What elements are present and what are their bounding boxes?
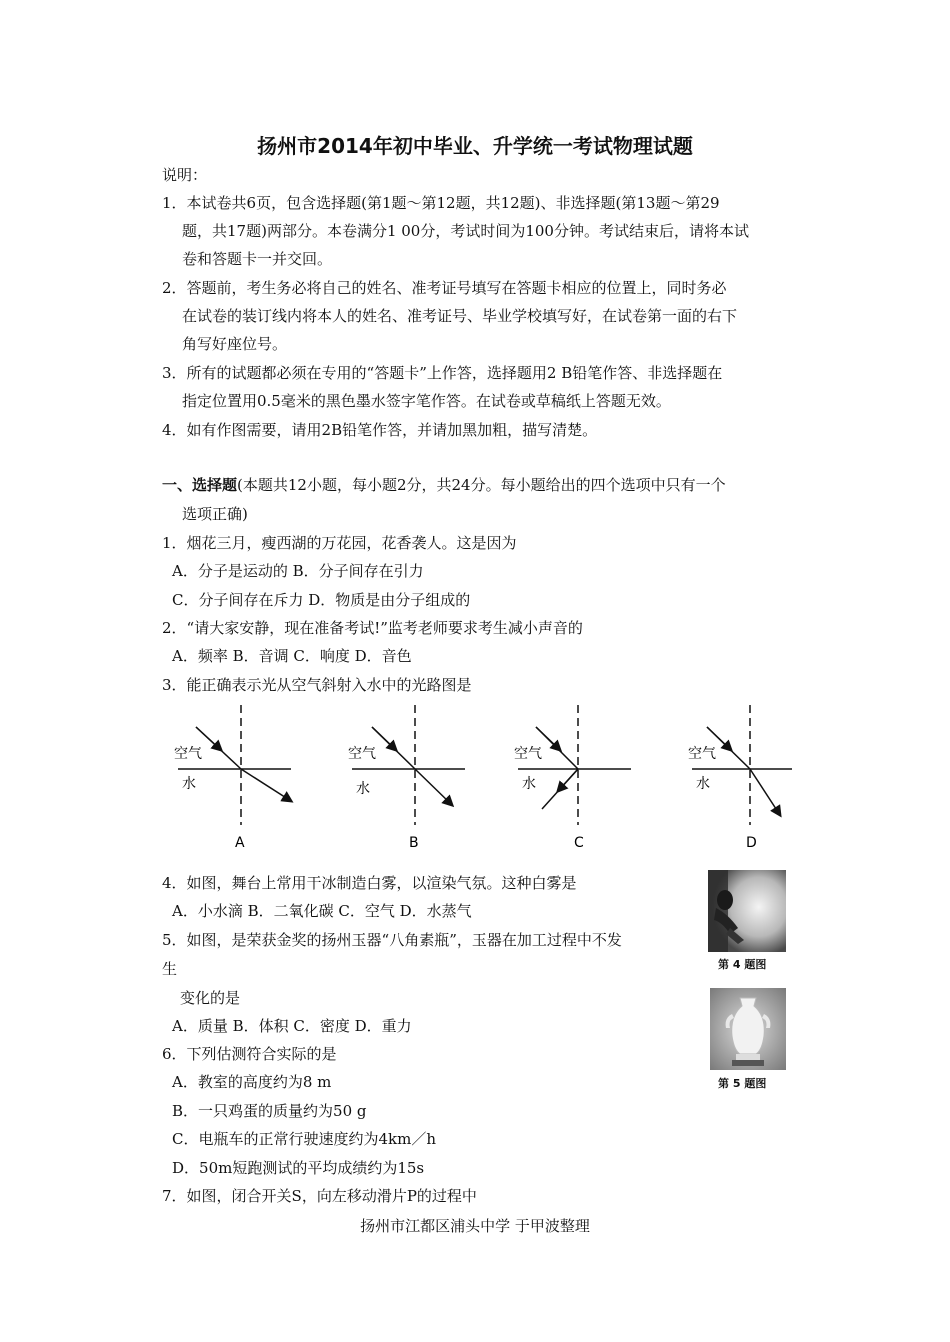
q5-photo xyxy=(710,988,786,1070)
note-line: 4．如有作图需要，请用2B铅笔作答，并请加黑加粗，描写清楚。 xyxy=(162,421,598,439)
section-heading: 一、选择题 xyxy=(162,476,238,494)
q4-options: A．小水滴 B．二氧化碳 C．空气 D．水蒸气 xyxy=(172,902,472,920)
water-label: 水 xyxy=(356,781,370,797)
q4-stem: 4．如图，舞台上常用干冰制造白雾，以渲染气氛。这种白雾是 xyxy=(162,874,577,892)
note-line: 2．答题前，考生务必将自己的姓名、准考证号填写在答题卡相应的位置上，同时务必 xyxy=(162,279,727,297)
diagram-c xyxy=(508,705,638,855)
air-label: 空气 xyxy=(514,746,542,762)
note-line: 3．所有的试题都必须在专用的“答题卡”上作答，选择题用2 B铅笔作答、非选择题在 xyxy=(162,364,723,382)
diagram-label: D xyxy=(746,835,757,851)
q6-option-b: B．一只鸡蛋的质量约为50 g xyxy=(172,1102,367,1120)
q1-options: C．分子间存在斥力 D．物质是由分子组成的 xyxy=(172,591,471,609)
note-line: 角写好座位号。 xyxy=(182,335,288,353)
q1-options: A．分子是运动的 B．分子间存在引力 xyxy=(172,562,424,580)
q5-stem: 5．如图，是荣获金奖的扬州玉器“八角素瓶”，玉器在加工过程中不发 xyxy=(162,931,622,949)
air-label: 空气 xyxy=(174,746,202,762)
q2-stem: 2．“请大家安静，现在准备考试!”监考老师要求考生减小声音的 xyxy=(162,619,583,637)
intro-label: 说明： xyxy=(162,166,208,184)
diagram-label: A xyxy=(235,835,245,851)
diagram-d xyxy=(682,705,812,855)
note-line: 1．本试卷共6页，包含选择题(第1题～第12题，共12题)、非选择题(第13题～第29 xyxy=(162,194,720,212)
q3-stem: 3．能正确表示光从空气斜射入水中的光路图是 xyxy=(162,676,472,694)
note-line: 在试卷的装订线内将本人的姓名、准考证号、毕业学校填写好，在试卷第一面的右下 xyxy=(182,307,738,325)
q4-caption: 第 4 题图 xyxy=(718,958,767,971)
note-line: 题，共17题)两部分。本卷满分1 00分，考试时间为100分钟。考试结束后，请将本试 xyxy=(182,222,749,240)
air-label: 空气 xyxy=(688,746,716,762)
section-desc-cont: 选项正确) xyxy=(182,505,248,523)
water-label: 水 xyxy=(182,776,196,792)
q6-option-a: A．教室的高度约为8 m xyxy=(172,1073,332,1091)
q5-options: A．质量 B．体积 C．密度 D．重力 xyxy=(172,1017,412,1035)
section-heading-line xyxy=(162,475,726,495)
q1-stem: 1．烟花三月，瘦西湖的万花园，花香袭人。这是因为 xyxy=(162,534,517,552)
air-label: 空气 xyxy=(348,746,376,762)
water-label: 水 xyxy=(696,776,710,792)
diagram-a xyxy=(168,705,298,855)
diagram-b xyxy=(342,705,472,855)
section-desc: (本题共12小题，每小题2分，共24分。每小题给出的四个选项中只有一个 xyxy=(237,476,726,494)
q4-photo xyxy=(708,870,786,952)
diagram-label: B xyxy=(409,835,419,851)
note-line: 指定位置用0.5毫米的黑色墨水签字笔作答。在试卷或草稿纸上答题无效。 xyxy=(182,392,671,410)
page-footer: 扬州市江都区浦头中学 于甲波整理 xyxy=(360,1217,590,1235)
q5-stem: 生 xyxy=(162,960,178,978)
q6-stem: 6．下列估测符合实际的是 xyxy=(162,1045,337,1063)
q7-stem: 7．如图，闭合开关S，向左移动滑片P的过程中 xyxy=(162,1187,477,1205)
q2-options: A．频率 B．音调 C．响度 D．音色 xyxy=(172,647,412,665)
q5-caption: 第 5 题图 xyxy=(718,1077,767,1090)
water-label: 水 xyxy=(522,776,536,792)
note-line: 卷和答题卡一并交回。 xyxy=(182,250,333,268)
diagram-label: C xyxy=(574,835,584,851)
q6-option-c: C．电瓶车的正常行驶速度约为4km／h xyxy=(172,1130,436,1148)
q6-option-d: D．50m短跑测试的平均成绩约为15s xyxy=(172,1159,425,1177)
q5-stem: 变化的是 xyxy=(180,989,241,1007)
page-title: 扬州市2014年初中毕业、升学统一考试物理试题 xyxy=(257,134,693,158)
